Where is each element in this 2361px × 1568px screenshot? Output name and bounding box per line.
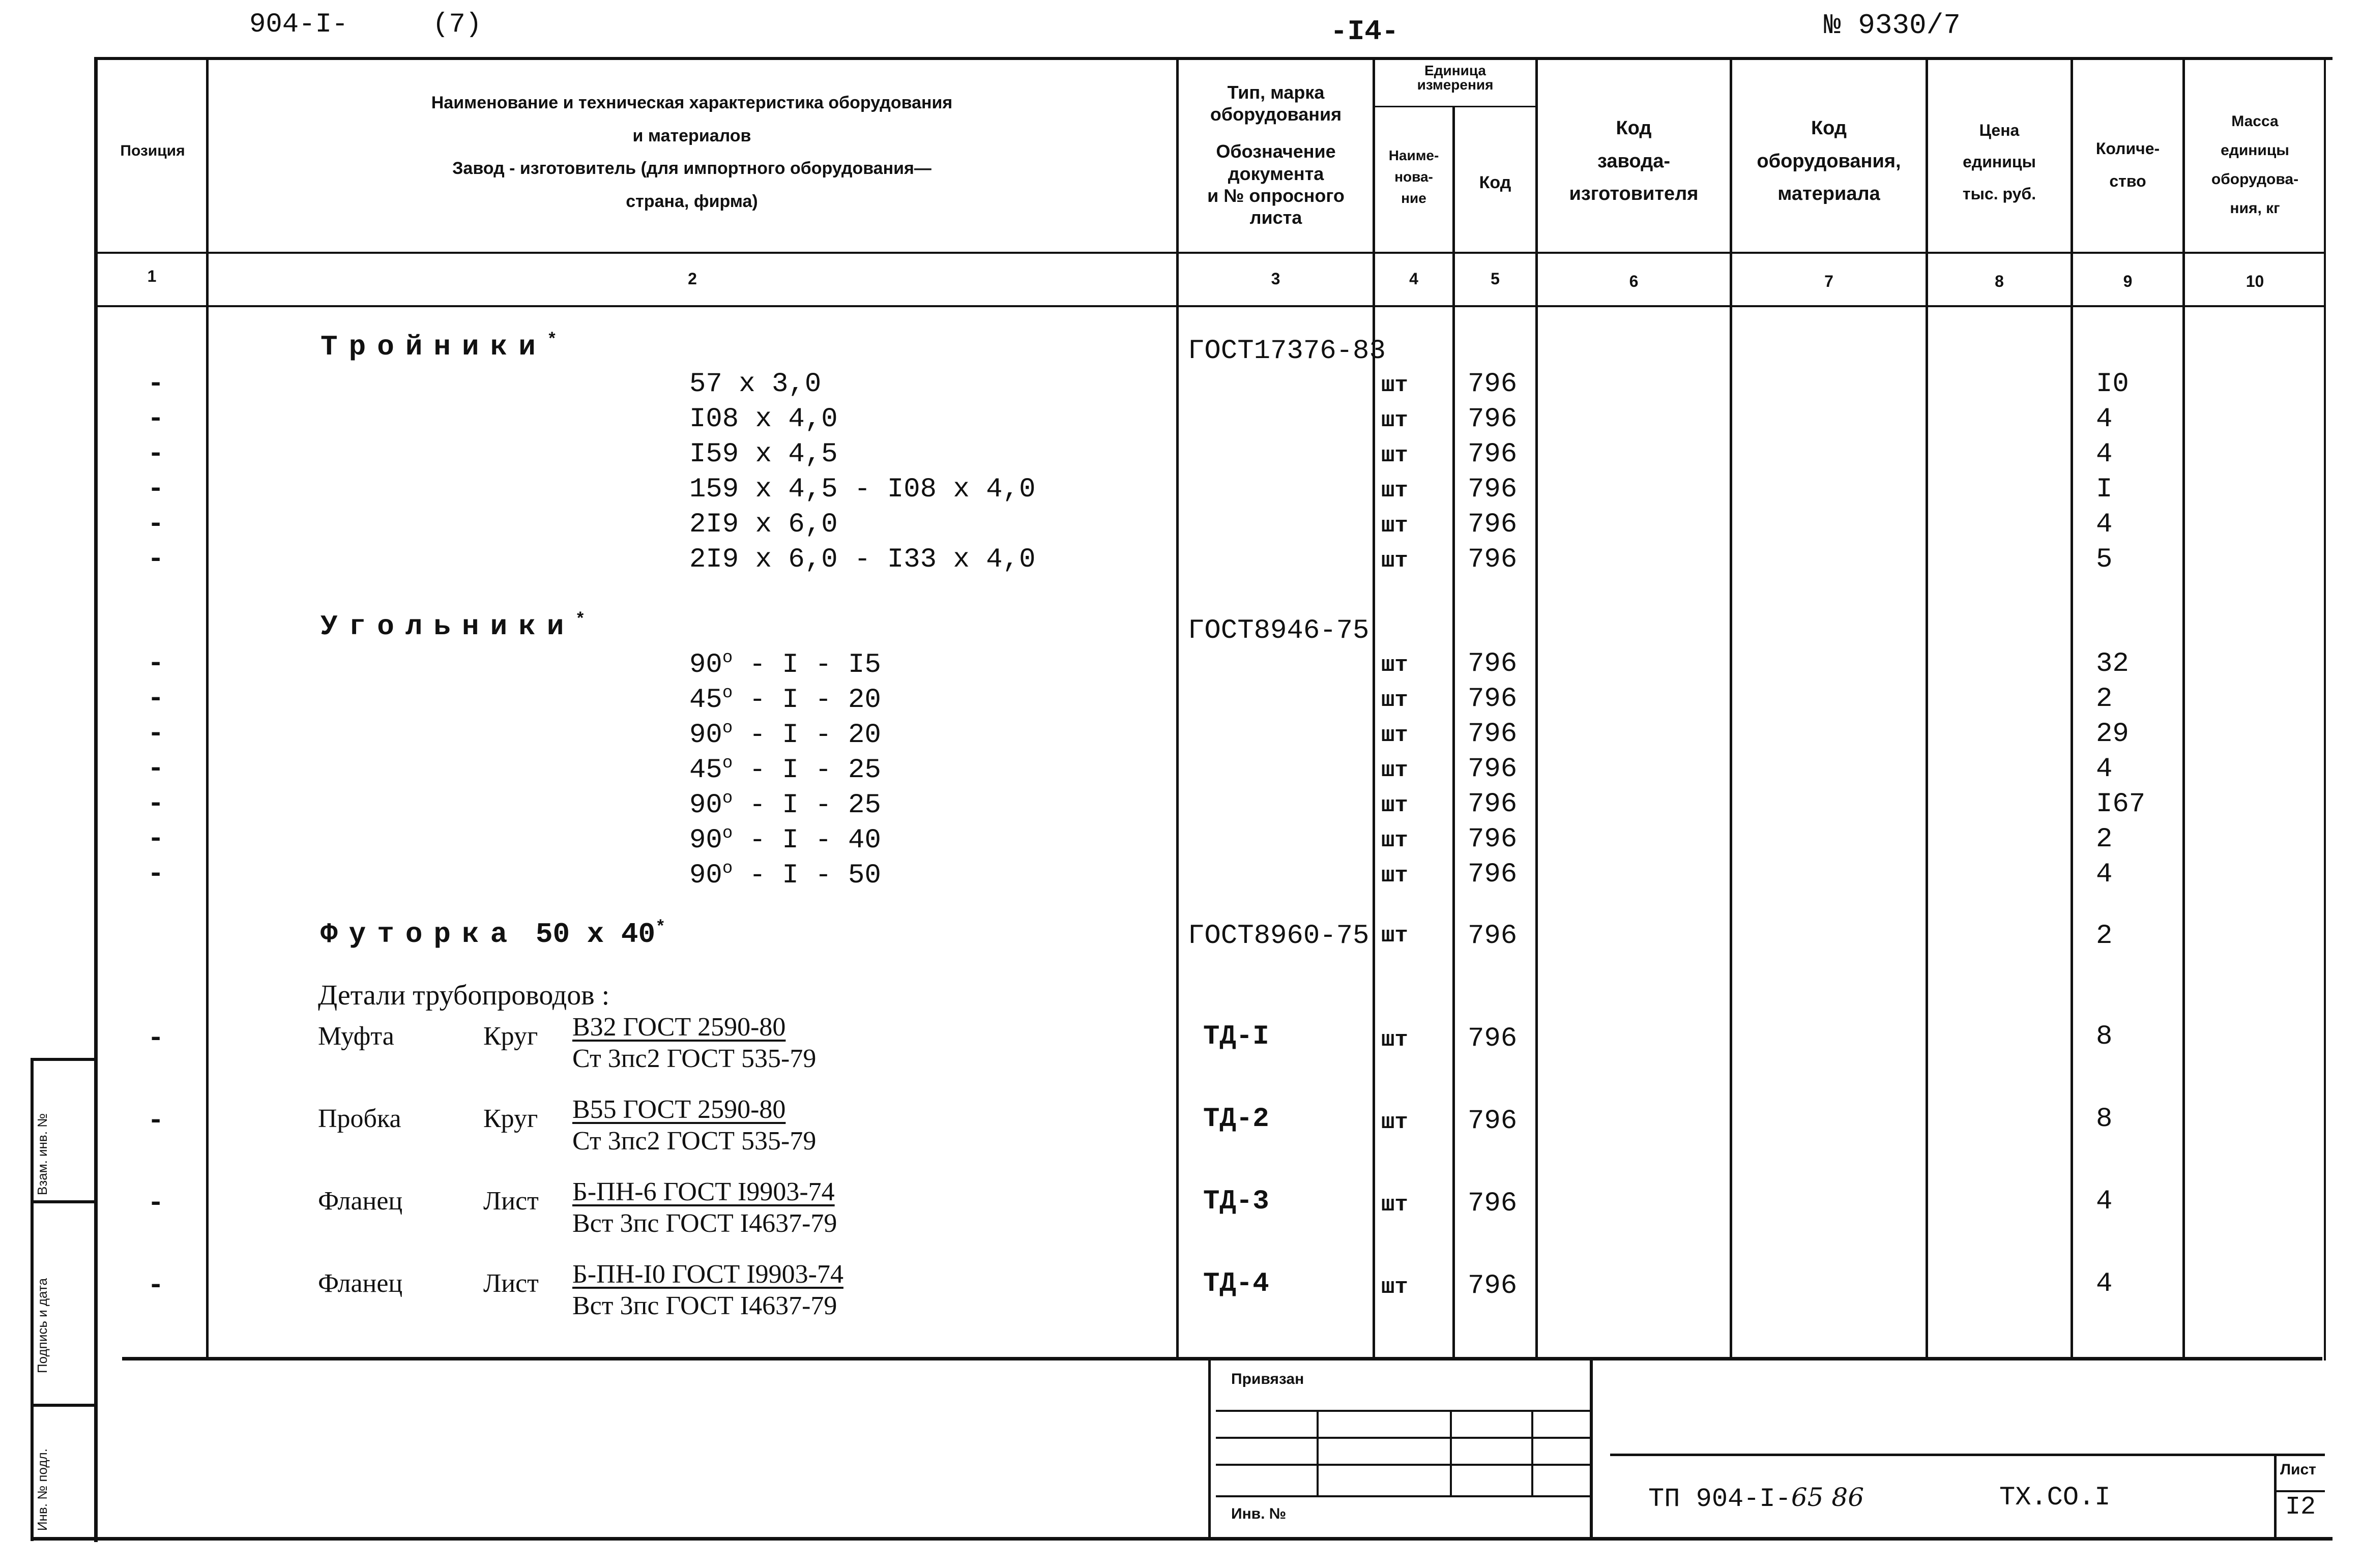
row-quantity: 4 <box>2096 439 2113 470</box>
row-spec-size: В55 ГОСТ 2590-80 <box>572 1095 786 1124</box>
col-num-5: 5 <box>1491 270 1500 288</box>
row-spec-steel: Ст 3пс2 ГОСТ 535-79 <box>572 1127 817 1156</box>
row-material: Круг <box>483 1022 538 1051</box>
gost-elbows: ГОСТ8946-75 <box>1188 615 1369 646</box>
page-number: -I4- <box>1330 15 1399 48</box>
col-num-3: 3 <box>1271 270 1280 288</box>
row-position: - <box>148 544 164 575</box>
gost-bushing: ГОСТ8960-75 <box>1188 921 1369 952</box>
header-mass: Масса единицы оборудова- ния, кг <box>2211 113 2299 217</box>
header-name: Наименование и техническая характеристика оборудования и материалов Завод - изготовитель (для импортного оборудования— страна, фирма) <box>431 93 953 211</box>
col-line-4 <box>1452 106 1455 1359</box>
side-stamp-line-1 <box>31 1058 97 1061</box>
row-quantity: 4 <box>2096 754 2113 785</box>
col-line-5 <box>1535 58 1538 1360</box>
row-type: ТД-3 <box>1203 1186 1269 1217</box>
header-price: Цена единицы тыс. руб. <box>1962 121 2036 203</box>
row-code: 796 <box>1468 474 1518 505</box>
stamp-grid-line-2 <box>1216 1437 1590 1439</box>
col-line-9 <box>2182 58 2185 1360</box>
row-material: Лист <box>483 1187 539 1216</box>
header-divider <box>98 252 2326 254</box>
row-quantity: I67 <box>2096 789 2146 820</box>
row-quantity: I0 <box>2096 369 2129 400</box>
row-position: - <box>148 1270 164 1301</box>
stamp-sheet-line <box>2274 1490 2325 1492</box>
col-line-2 <box>1176 58 1179 1360</box>
row-spec-size: В32 ГОСТ 2590-80 <box>572 1013 786 1042</box>
row-position: - <box>148 789 164 820</box>
row-quantity: 32 <box>2096 648 2129 679</box>
row-position: - <box>148 648 164 679</box>
row-position: - <box>148 404 164 435</box>
row-position: - <box>148 1023 164 1054</box>
row-name: 90$^o$ - I - 25 <box>689 789 881 821</box>
side-stamp-line-2 <box>31 1200 97 1203</box>
row-name: 90$^o$ - I - I5 <box>689 648 881 681</box>
row-quantity: 8 <box>2096 1104 2113 1135</box>
stamp-box-right <box>1590 1359 1593 1537</box>
row-code: 796 <box>1468 824 1518 855</box>
stamp-grid-line-1 <box>1216 1410 1590 1412</box>
row-unit: шт <box>1381 758 1408 783</box>
row-spec-size: Б-ПН-6 ГОСТ I9903-74 <box>572 1177 835 1206</box>
row-name: 2I9 x 6,0 <box>689 509 838 540</box>
section-title-elbows: Угольники* <box>320 610 597 643</box>
stamp-grid-line-3 <box>1216 1464 1590 1466</box>
header-unit: Единица измерения <box>1417 63 1494 93</box>
stamp-doc-code: ТХ.СО.I <box>1999 1483 2111 1513</box>
row-spec-size: Б-ПН-I0 ГОСТ I9903-74 <box>572 1260 843 1289</box>
row-unit: шт <box>1381 1110 1408 1135</box>
row-position: - <box>148 509 164 540</box>
row-name: 90$^o$ - I - 50 <box>689 859 881 891</box>
side-stamp-replace-inv: Взам. инв. № <box>35 1113 50 1195</box>
header-unit-code: Код <box>1479 173 1511 192</box>
header-type: Тип, марка оборудования Обозначение документа и № опросного листа <box>1207 82 1345 228</box>
row-quantity: 2 <box>2096 684 2113 715</box>
row-unit: шт <box>1381 688 1408 713</box>
row-quantity: 4 <box>2096 1186 2113 1217</box>
row-position: - <box>148 1106 164 1137</box>
stamp-doc-line <box>1610 1454 2325 1456</box>
side-stamp-left-edge <box>31 1058 34 1541</box>
stamp-inv-label: Инв. № <box>1231 1505 1287 1522</box>
row-spec-steel: Вст 3пс ГОСТ I4637-79 <box>572 1291 837 1320</box>
row-quantity: 2 <box>2096 824 2113 855</box>
row-code: 796 <box>1468 369 1518 400</box>
bushing-code: 796 <box>1468 921 1518 952</box>
row-position: - <box>148 859 164 890</box>
row-position: - <box>148 474 164 505</box>
header-position: Позиция <box>120 142 185 159</box>
row-name: Муфта <box>318 1022 394 1051</box>
col-line-7 <box>1926 58 1928 1360</box>
stamp-attached-label: Привязан <box>1231 1371 1304 1387</box>
bushing-unit: шт <box>1381 923 1408 949</box>
side-stamp-signature: Подпись и дата <box>35 1278 50 1373</box>
row-type: ТД-2 <box>1203 1104 1269 1135</box>
row-material: Лист <box>483 1269 539 1298</box>
row-quantity: 4 <box>2096 509 2113 540</box>
section-title-details: Детали трубопроводов : <box>318 980 610 1011</box>
row-code: 796 <box>1468 1106 1518 1137</box>
row-quantity: 4 <box>2096 1268 2113 1299</box>
row-position: - <box>148 1188 164 1219</box>
col-line-3 <box>1373 58 1375 1360</box>
row-quantity: 5 <box>2096 544 2113 575</box>
row-unit: шт <box>1381 1275 1408 1300</box>
row-position: - <box>148 754 164 785</box>
col-num-1: 1 <box>147 267 157 285</box>
row-unit: шт <box>1381 1027 1408 1053</box>
col-num-10: 10 <box>2246 272 2264 290</box>
col-line-10 <box>2324 58 2326 1360</box>
row-spec-steel: Ст 3пс2 ГОСТ 535-79 <box>572 1044 817 1073</box>
row-code: 796 <box>1468 544 1518 575</box>
row-code: 796 <box>1468 648 1518 679</box>
col-num-9: 9 <box>2123 272 2133 290</box>
column-number-divider <box>98 305 2326 307</box>
series-number: 904-I- <box>249 9 348 40</box>
stamp-doc-number: ТП 904-I-65 86 <box>1648 1483 1864 1514</box>
unit-header-divider <box>1374 106 1536 107</box>
row-name: Фланец <box>318 1269 403 1298</box>
table-left-border <box>94 57 98 1542</box>
section-title-tees: Тройники* <box>320 331 569 363</box>
row-code: 796 <box>1468 684 1518 715</box>
row-name: Фланец <box>318 1187 403 1216</box>
stamp-grid-line-4 <box>1216 1495 1590 1497</box>
row-name: I59 x 4,5 <box>689 439 838 470</box>
side-stamp-orig-inv: Инв. № подл. <box>35 1448 50 1531</box>
row-name: 90$^o$ - I - 20 <box>689 719 881 751</box>
row-spec-steel: Вст 3пс ГОСТ I4637-79 <box>572 1209 837 1238</box>
row-code: 796 <box>1468 509 1518 540</box>
row-position: - <box>148 439 164 470</box>
stamp-sheet-number: I2 <box>2285 1493 2316 1522</box>
row-quantity: 4 <box>2096 859 2113 890</box>
row-code: 796 <box>1468 1023 1518 1054</box>
side-stamp-line-3 <box>31 1404 97 1407</box>
header-factory-code: Код завода- изготовителя <box>1569 117 1699 205</box>
document-number: № 9330/7 <box>1824 9 1961 42</box>
row-code: 796 <box>1468 439 1518 470</box>
row-code: 796 <box>1468 1270 1518 1301</box>
row-unit: шт <box>1381 513 1408 539</box>
row-name: I08 x 4,0 <box>689 404 838 435</box>
variant-number: (7) <box>432 9 482 40</box>
stamp-box-left <box>1208 1359 1211 1537</box>
stamp-grid-col-3 <box>1531 1410 1533 1496</box>
frame-bottom-border <box>31 1537 2333 1541</box>
row-unit: шт <box>1381 863 1408 889</box>
row-name: 2I9 x 6,0 - I33 x 4,0 <box>689 544 1036 575</box>
row-unit: шт <box>1381 793 1408 818</box>
bushing-qty: 2 <box>2096 921 2113 952</box>
row-name: 159 x 4,5 - I08 x 4,0 <box>689 474 1036 505</box>
header-quantity: Количе- ство <box>2095 139 2160 190</box>
row-type: ТД-4 <box>1203 1268 1269 1299</box>
row-unit: шт <box>1381 723 1408 748</box>
col-line-8 <box>2071 58 2073 1360</box>
row-position: - <box>148 824 164 855</box>
row-name: Пробка <box>318 1104 401 1133</box>
gost-tees: ГОСТ17376-83 <box>1188 336 1386 367</box>
row-quantity: 4 <box>2096 404 2113 435</box>
row-position: - <box>148 719 164 750</box>
row-code: 796 <box>1468 1188 1518 1219</box>
col-num-6: 6 <box>1629 272 1639 290</box>
section-title-bushing: Футорка 50 x 40* <box>320 918 666 951</box>
header-equipment-code: Код оборудования, материала <box>1757 117 1901 205</box>
row-unit: шт <box>1381 548 1408 574</box>
row-code: 796 <box>1468 404 1518 435</box>
row-code: 796 <box>1468 789 1518 820</box>
col-num-2: 2 <box>688 270 697 288</box>
stamp-sheet-divider <box>2274 1456 2277 1537</box>
row-unit: шт <box>1381 1192 1408 1218</box>
col-num-8: 8 <box>1995 272 2004 290</box>
row-code: 796 <box>1468 859 1518 890</box>
row-name: 45$^o$ - I - 20 <box>689 684 881 716</box>
row-name: 90$^o$ - I - 40 <box>689 824 881 856</box>
row-code: 796 <box>1468 719 1518 750</box>
row-unit: шт <box>1381 828 1408 853</box>
row-name: 45$^o$ - I - 25 <box>689 754 881 786</box>
row-unit: шт <box>1381 478 1408 504</box>
row-quantity: 8 <box>2096 1021 2113 1052</box>
row-position: - <box>148 369 164 400</box>
row-code: 796 <box>1468 754 1518 785</box>
stamp-sheet-label: Лист <box>2280 1461 2316 1478</box>
row-position: - <box>148 684 164 715</box>
row-unit: шт <box>1381 408 1408 433</box>
table-body-bottom <box>122 1357 2322 1360</box>
col-num-7: 7 <box>1824 272 1833 290</box>
stamp-grid-col-2 <box>1450 1410 1452 1496</box>
header-unit-name: Наиме- нова- ние <box>1388 147 1439 206</box>
stamp-grid-col-1 <box>1317 1410 1319 1496</box>
row-name: 57 x 3,0 <box>689 369 822 400</box>
row-type: ТД-I <box>1203 1021 1269 1052</box>
row-unit: шт <box>1381 373 1408 398</box>
table-top-border <box>94 57 2333 60</box>
row-material: Круг <box>483 1104 538 1133</box>
col-line-6 <box>1730 58 1732 1360</box>
row-quantity: 29 <box>2096 719 2129 750</box>
row-unit: шт <box>1381 653 1408 678</box>
row-unit: шт <box>1381 443 1408 468</box>
row-quantity: I <box>2096 474 2113 505</box>
col-line-1 <box>206 58 209 1360</box>
col-num-4: 4 <box>1409 270 1418 288</box>
